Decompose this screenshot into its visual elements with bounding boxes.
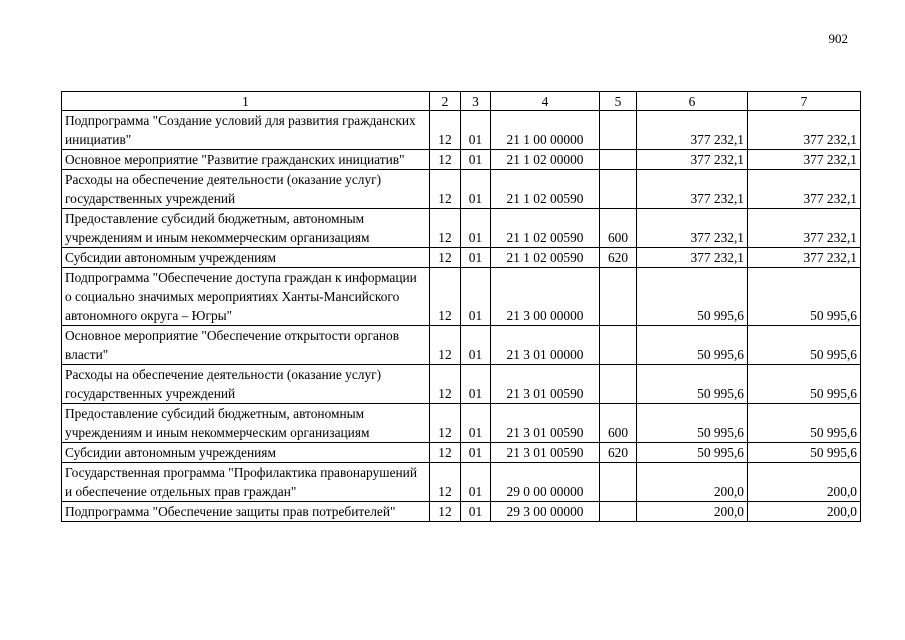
expense-type-cell <box>600 502 637 522</box>
row-name-cell: Основное мероприятие "Обеспечение открытости органов власти" <box>62 326 430 365</box>
row-name-cell: Подпрограмма "Обеспечение доступа граждан к информации о социально значимых мероприятиях Ханты-Мансийского автономного округа – Югры" <box>62 268 430 326</box>
target-article-cell: 21 1 02 00590 <box>491 248 600 268</box>
budget-table <box>61 91 861 522</box>
amount-cell: 50 995,6 <box>748 365 861 404</box>
row-name-cell: Государственная программа "Профилактика правонарушений и обеспечение отдельных прав граждан" <box>62 463 430 502</box>
row-name-cell: Субсидии автономным учреждениям <box>62 248 430 268</box>
amount-cell: 200,0 <box>748 463 861 502</box>
row-name-cell: Расходы на обеспечение деятельности (оказание услуг) государственных учреждений <box>62 170 430 209</box>
row-name-cell: Подпрограмма "Создание условий для развития гражданских инициатив" <box>62 111 430 150</box>
row-name-cell: Основное мероприятие "Развитие гражданских инициатив" <box>62 150 430 170</box>
page-number: 902 <box>828 31 848 46</box>
table-row <box>62 111 861 150</box>
expense-type-cell: 620 <box>600 248 637 268</box>
table-row <box>62 248 861 268</box>
amount-cell: 50 995,6 <box>637 268 748 326</box>
amount-cell: 200,0 <box>637 502 748 522</box>
table-row <box>62 326 861 365</box>
section-code-cell: 12 <box>430 268 461 326</box>
section-code-cell: 12 <box>430 209 461 248</box>
subsection-code-cell: 01 <box>461 326 491 365</box>
amount-cell: 377 232,1 <box>637 248 748 268</box>
section-code-cell: 12 <box>430 365 461 404</box>
amount-cell: 200,0 <box>748 502 861 522</box>
table-row <box>62 150 861 170</box>
expense-type-cell <box>600 365 637 404</box>
amount-cell: 377 232,1 <box>748 170 861 209</box>
subsection-code-cell: 01 <box>461 404 491 443</box>
table-body <box>62 111 861 522</box>
amount-cell: 377 232,1 <box>637 170 748 209</box>
amount-cell: 50 995,6 <box>748 404 861 443</box>
subsection-code-cell: 01 <box>461 365 491 404</box>
target-article-cell: 21 3 00 00000 <box>491 268 600 326</box>
subsection-code-cell: 01 <box>461 248 491 268</box>
expense-type-cell <box>600 111 637 150</box>
amount-cell: 50 995,6 <box>637 443 748 463</box>
expense-type-cell <box>600 150 637 170</box>
expense-type-cell: 600 <box>600 209 637 248</box>
expense-type-cell <box>600 268 637 326</box>
table-row <box>62 404 861 443</box>
subsection-code-cell: 01 <box>461 502 491 522</box>
amount-cell: 50 995,6 <box>748 326 861 365</box>
amount-cell: 50 995,6 <box>748 443 861 463</box>
expense-type-cell <box>600 463 637 502</box>
subsection-code-cell: 01 <box>461 170 491 209</box>
amount-cell: 50 995,6 <box>637 326 748 365</box>
subsection-code-cell: 01 <box>461 268 491 326</box>
row-name-cell: Субсидии автономным учреждениям <box>62 443 430 463</box>
section-code-cell: 12 <box>430 443 461 463</box>
column-header: 2 <box>430 92 461 111</box>
subsection-code-cell: 01 <box>461 463 491 502</box>
column-header: 4 <box>491 92 600 111</box>
target-article-cell: 29 0 00 00000 <box>491 463 600 502</box>
target-article-cell: 21 3 01 00590 <box>491 365 600 404</box>
section-code-cell: 12 <box>430 326 461 365</box>
table-row <box>62 502 861 522</box>
amount-cell: 377 232,1 <box>748 150 861 170</box>
amount-cell: 377 232,1 <box>637 111 748 150</box>
amount-cell: 377 232,1 <box>748 111 861 150</box>
target-article-cell: 21 1 02 00000 <box>491 150 600 170</box>
section-code-cell: 12 <box>430 404 461 443</box>
amount-cell: 377 232,1 <box>637 150 748 170</box>
expense-type-cell: 600 <box>600 404 637 443</box>
expense-type-cell <box>600 170 637 209</box>
amount-cell: 200,0 <box>637 463 748 502</box>
table-header-row <box>62 92 861 111</box>
subsection-code-cell: 01 <box>461 443 491 463</box>
row-name-cell: Предоставление субсидий бюджетным, автономным учреждениям и иным некоммерческим организациям <box>62 404 430 443</box>
target-article-cell: 21 1 02 00590 <box>491 209 600 248</box>
amount-cell: 50 995,6 <box>637 404 748 443</box>
expense-type-cell <box>600 326 637 365</box>
amount-cell: 50 995,6 <box>637 365 748 404</box>
table-row <box>62 365 861 404</box>
target-article-cell: 21 1 00 00000 <box>491 111 600 150</box>
amount-cell: 377 232,1 <box>637 209 748 248</box>
target-article-cell: 21 1 02 00590 <box>491 170 600 209</box>
table-row <box>62 268 861 326</box>
expense-type-cell: 620 <box>600 443 637 463</box>
target-article-cell: 21 3 01 00590 <box>491 443 600 463</box>
section-code-cell: 12 <box>430 170 461 209</box>
subsection-code-cell: 01 <box>461 150 491 170</box>
table-row <box>62 463 861 502</box>
column-header: 1 <box>62 92 430 111</box>
amount-cell: 377 232,1 <box>748 209 861 248</box>
section-code-cell: 12 <box>430 248 461 268</box>
amount-cell: 50 995,6 <box>748 268 861 326</box>
target-article-cell: 21 3 01 00000 <box>491 326 600 365</box>
target-article-cell: 21 3 01 00590 <box>491 404 600 443</box>
target-article-cell: 29 3 00 00000 <box>491 502 600 522</box>
column-header: 7 <box>748 92 861 111</box>
section-code-cell: 12 <box>430 150 461 170</box>
table-row <box>62 443 861 463</box>
subsection-code-cell: 01 <box>461 209 491 248</box>
column-header: 6 <box>637 92 748 111</box>
section-code-cell: 12 <box>430 463 461 502</box>
row-name-cell: Предоставление субсидий бюджетным, автономным учреждениям и иным некоммерческим организациям <box>62 209 430 248</box>
amount-cell: 377 232,1 <box>748 248 861 268</box>
table-row <box>62 170 861 209</box>
section-code-cell: 12 <box>430 111 461 150</box>
row-name-cell: Подпрограмма "Обеспечение защиты прав потребителей" <box>62 502 430 522</box>
section-code-cell: 12 <box>430 502 461 522</box>
row-name-cell: Расходы на обеспечение деятельности (оказание услуг) государственных учреждений <box>62 365 430 404</box>
column-header: 5 <box>600 92 637 111</box>
column-header: 3 <box>461 92 491 111</box>
subsection-code-cell: 01 <box>461 111 491 150</box>
table-row <box>62 209 861 248</box>
